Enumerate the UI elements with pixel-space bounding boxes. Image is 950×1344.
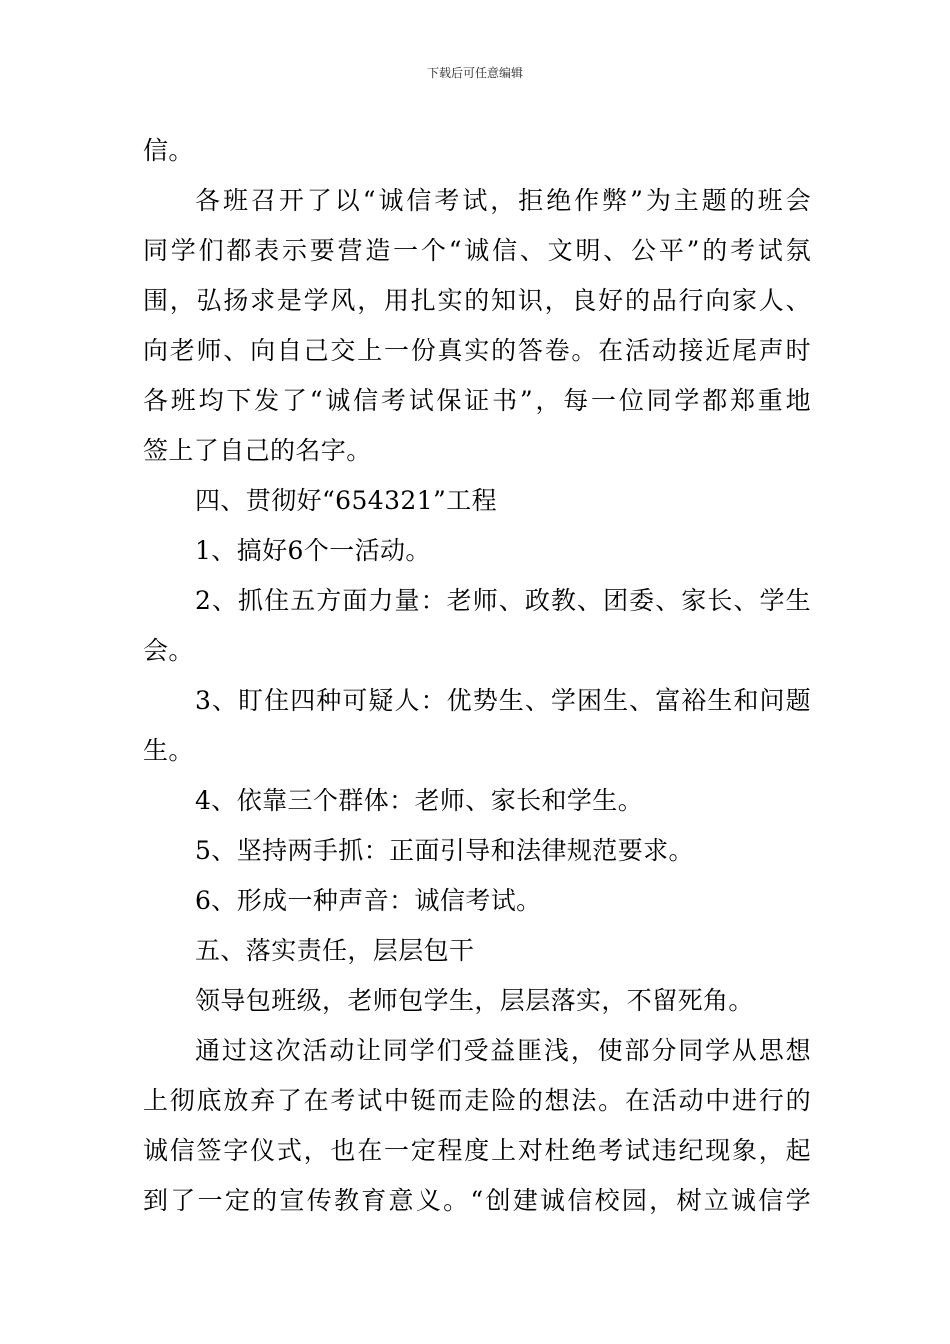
list-item: 2、抓住五方面力量：老师、政教、团委、家长、学生 [195,586,811,615]
text-line: 诚信签字仪式，也在一定程度上对杜绝考试违纪现象，起 [143,1136,811,1165]
body-text [143,126,811,1226]
text-line: 会。 [143,636,194,665]
text-line: 各班均下发了“诚信考试保证书”，每一位同学都郑重地 [143,386,811,415]
text-line: 信。 [143,136,194,165]
text-line: 生。 [143,736,194,765]
text-line: 到了一定的宣传教育意义。“创建诚信校园，树立诚信学 [143,1186,811,1215]
list-item: 5、坚持两手抓：正面引导和法律规范要求。 [195,836,694,865]
list-item: 3、盯住四种可疑人：优势生、学困生、富裕生和问题 [195,686,811,715]
section-heading: 五、落实责任，层层包干 [195,936,475,965]
text-line: 各班召开了以“诚信考试，拒绝作弊”为主题的班会 [195,186,811,215]
text-line: 签上了自己的名字。 [143,436,372,465]
text-line: 上彻底放弃了在考试中铤而走险的想法。在活动中进行的 [143,1086,811,1115]
list-item: 4、依靠三个群体：老师、家长和学生。 [195,786,644,815]
list-item: 1、搞好6个一活动。 [195,536,431,565]
list-item: 6、形成一种声音：诚信考试。 [195,886,542,915]
text-line: 向老师、向自己交上一份真实的答卷。在活动接近尾声时 [143,336,811,365]
text-line: 通过这次活动让同学们受益匪浅，使部分同学从思想 [195,1036,811,1065]
text-line: 同学们都表示要营造一个“诚信、文明、公平”的考试氛 [143,236,811,265]
section-heading: 四、贯彻好“654321”工程 [195,486,497,515]
page-header: 下载后可任意编辑 [426,66,523,80]
text-line: 围，弘扬求是学风，用扎实的知识，良好的品行向家人、 [143,286,811,315]
text-line: 领导包班级，老师包学生，层层落实，不留死角。 [195,986,754,1015]
